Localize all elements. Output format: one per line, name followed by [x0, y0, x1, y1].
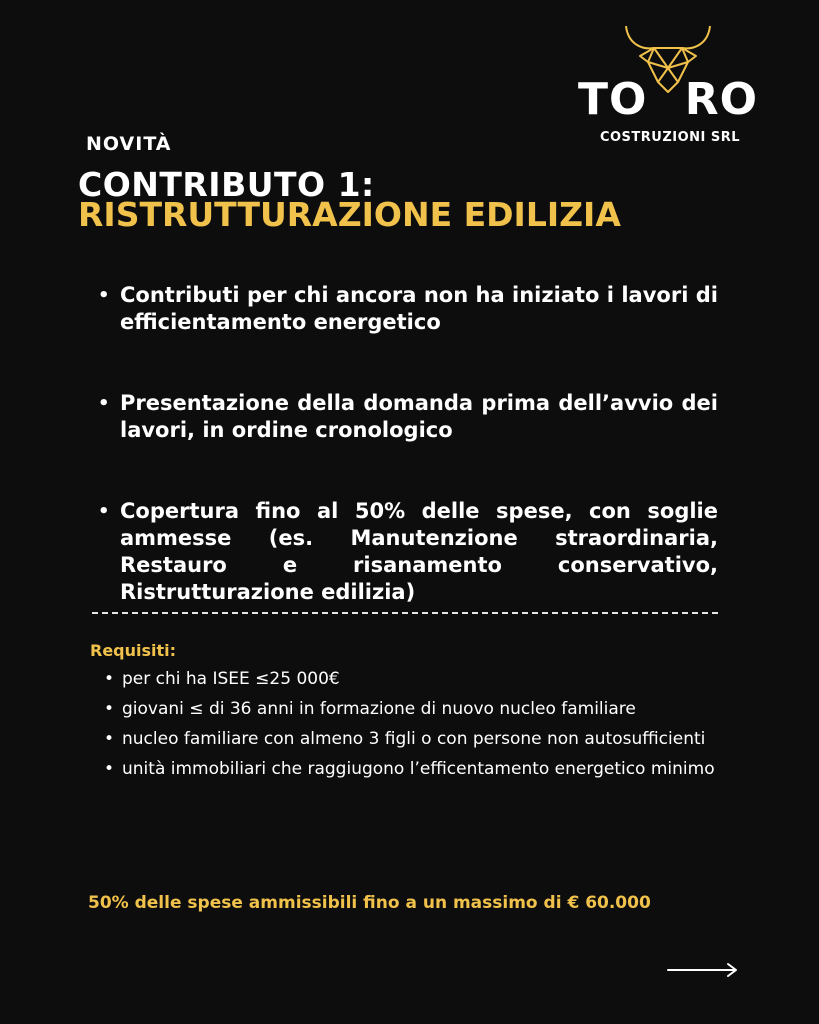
divider	[92, 612, 718, 614]
requirements-title: Requisiti:	[90, 641, 177, 660]
logo-wordmark: TO RO	[578, 74, 758, 125]
page-title: CONTRIBUTO 1:	[78, 165, 375, 204]
feature-item: • Contributi per chi ancora non ha iniziato i lavori di efficientamento energetico	[98, 282, 718, 336]
requirement-item: • nucleo familiare con almeno 3 figli o con persone non autosufficienti	[104, 726, 754, 752]
feature-item: • Copertura fino al 50% delle spese, con soglie ammesse (es. Manutenzione straordinaria, Restauro e risanamento conservativo, Ristrutturazione edilizia)	[98, 498, 718, 606]
funding-note: 50% delle spese ammissibili fino a un massimo di € 60.000	[88, 893, 651, 913]
logo-subtitle: COSTRUZIONI SRL	[599, 130, 741, 145]
requirement-item: • unità immobiliari che raggiugono l’efficentamento energetico minimo	[104, 756, 754, 782]
arrow-right-icon[interactable]	[666, 960, 740, 980]
page-subtitle: RISTRUTTURAZIONE EDILIZIA	[78, 195, 621, 234]
eyebrow-label: NOVITÀ	[86, 133, 172, 155]
requirement-item: • per chi ha ISEE ≤25 000€	[104, 666, 754, 692]
company-logo	[578, 18, 758, 145]
feature-item: • Presentazione della domanda prima dell’avvio dei lavori, in ordine cronologico	[98, 390, 718, 444]
feature-list	[98, 282, 718, 606]
requirement-item: • giovani ≤ di 36 anni in formazione di nuovo nucleo familiare	[104, 696, 754, 722]
requirements-list	[104, 666, 754, 786]
